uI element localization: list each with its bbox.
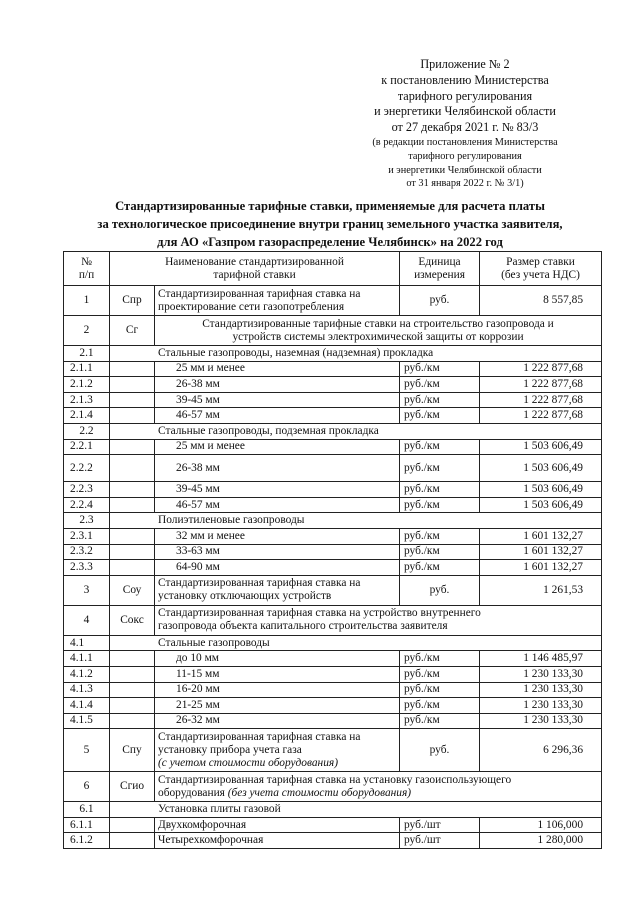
row-name: 32 мм и менее	[155, 528, 400, 544]
row-name: 11-15 мм	[155, 666, 400, 682]
row-num: 4.1.4	[64, 698, 110, 714]
row-rate: 1 503 606,49	[480, 455, 602, 482]
table-row	[64, 377, 602, 393]
header-note-line: от 31 января 2022 г. № 3/1)	[406, 178, 524, 190]
title-line: Стандартизированные тарифные ставки, применяемые для расчета платы	[115, 199, 545, 213]
row-num: 1	[64, 286, 110, 316]
row-name: Стандартизированная тарифная ставка на установку прибора учета газа (с учетом стоимости оборудования)	[155, 729, 400, 772]
table-row	[64, 635, 602, 651]
row-name: 16-20 мм	[155, 682, 400, 698]
row-code: Сгио	[110, 772, 155, 802]
row-unit: руб./км	[400, 439, 480, 455]
row-name: 26-32 мм	[155, 713, 400, 729]
row-name: Двухкомфорочная	[155, 817, 400, 833]
row-rate: 1 222 877,68	[480, 377, 602, 393]
row-unit: руб.	[400, 286, 480, 316]
row-num: 6.1.2	[64, 833, 110, 849]
row-unit: руб./шт	[400, 833, 480, 849]
row-unit: руб./км	[400, 392, 480, 408]
row-name: 46-57 мм	[155, 497, 400, 513]
row-num: 2.1.1	[64, 361, 110, 377]
tariff-table	[63, 251, 602, 849]
row-unit: руб./км	[400, 408, 480, 424]
row-rate: 1 601 132,27	[480, 544, 602, 560]
row-name: 26-38 мм	[155, 377, 400, 393]
row-rate: 1 261,53	[480, 575, 602, 605]
row-name: Стандартизированная тарифная ставка на установку отключающих устройств	[155, 575, 400, 605]
row-num: 2.3.3	[64, 560, 110, 576]
row-num: 2	[64, 316, 110, 346]
row-code: Сг	[110, 316, 155, 346]
table-row	[64, 698, 602, 714]
row-code: Соу	[110, 575, 155, 605]
table-row	[64, 772, 602, 802]
table-row	[64, 346, 602, 362]
row-unit: руб./км	[400, 528, 480, 544]
row-unit: руб./км	[400, 455, 480, 482]
table-row	[64, 528, 602, 544]
table-row	[64, 833, 602, 849]
table-row	[64, 392, 602, 408]
row-unit: руб./км	[400, 560, 480, 576]
table-row	[64, 544, 602, 560]
header-unit: Единица измерения	[400, 252, 480, 286]
row-unit: руб./км	[400, 698, 480, 714]
row-num: 2.1.4	[64, 408, 110, 424]
row-name: Стандартизированные тарифные ставки на строительство газопровода и устройств системы электрохимической защиты от коррозии	[155, 316, 602, 346]
table-row	[64, 497, 602, 513]
row-rate: 1 106,000	[480, 817, 602, 833]
row-unit: руб.	[400, 575, 480, 605]
row-rate: 1 503 606,49	[480, 439, 602, 455]
row-unit: руб./км	[400, 497, 480, 513]
row-unit: руб./км	[400, 377, 480, 393]
table-row	[64, 666, 602, 682]
row-rate: 1 601 132,27	[480, 528, 602, 544]
row-unit: руб.	[400, 729, 480, 772]
header-line: тарифного регулирования	[397, 88, 533, 103]
row-name: Установка плиты газовой	[110, 802, 602, 818]
row-num: 3	[64, 575, 110, 605]
row-num: 4.1.2	[64, 666, 110, 682]
header-line: от 27 декабря 2021 г. № 83/3	[391, 120, 539, 135]
row-name: 33-63 мм	[155, 544, 400, 560]
row-name: 25 мм и менее	[155, 361, 400, 377]
row-unit: руб./км	[400, 713, 480, 729]
row-num: 6.1	[64, 802, 110, 818]
table-row	[64, 513, 602, 529]
row-num: 6.1.1	[64, 817, 110, 833]
row-code: Спр	[110, 286, 155, 316]
table-row	[64, 560, 602, 576]
row-name: Стандартизированная тарифная ставка на устройство внутреннего газопровода объекта капитального строительства заявителя	[155, 605, 602, 635]
header-note-line: (в редакции постановления Министерства	[372, 136, 558, 148]
row-rate: 1 601 132,27	[480, 560, 602, 576]
header-note-line: и энергетики Челябинской области	[388, 164, 542, 176]
row-rate: 1 230 133,30	[480, 713, 602, 729]
row-num: 2.2.4	[64, 497, 110, 513]
header-line: к постановлению Министерства	[381, 72, 549, 87]
row-num: 2.1	[64, 346, 110, 362]
row-num: 2.2.2	[64, 455, 110, 482]
row-unit: руб./км	[400, 682, 480, 698]
table-row	[64, 408, 602, 424]
row-name: 39-45 мм	[155, 392, 400, 408]
row-rate: 1 280,000	[480, 833, 602, 849]
header-note-line: тарифного регулирования	[408, 150, 522, 162]
row-num: 2.3.2	[64, 544, 110, 560]
row-unit: руб./км	[400, 361, 480, 377]
title-line: для АО «Газпром газораспределение Челябинск» на 2022 год	[157, 235, 503, 249]
row-rate: 1 230 133,30	[480, 682, 602, 698]
row-rate: 1 230 133,30	[480, 698, 602, 714]
table-row	[64, 286, 602, 316]
row-num: 6	[64, 772, 110, 802]
title-line: за технологическое присоединение внутри границ земельного участка заявителя,	[97, 217, 563, 231]
row-rate: 1 503 606,49	[480, 482, 602, 498]
row-code: Сокс	[110, 605, 155, 635]
table-row	[64, 729, 602, 772]
row-name: Стальные газопроводы, наземная (надземная) прокладка	[110, 346, 602, 362]
row-name: 21-25 мм	[155, 698, 400, 714]
header-num: № п/п	[64, 252, 110, 286]
row-name: Стальные газопроводы	[110, 635, 602, 651]
table-row	[64, 316, 602, 346]
row-num: 2.2	[64, 423, 110, 439]
table-row	[64, 605, 602, 635]
row-rate: 8 557,85	[480, 286, 602, 316]
row-name: 64-90 мм	[155, 560, 400, 576]
row-unit: руб./км	[400, 544, 480, 560]
table-header-row	[64, 252, 602, 286]
row-rate: 1 146 485,97	[480, 651, 602, 667]
row-name: 46-57 мм	[155, 408, 400, 424]
table-row	[64, 482, 602, 498]
row-num: 2.3	[64, 513, 110, 529]
row-rate: 1 222 877,68	[480, 408, 602, 424]
row-unit: руб./км	[400, 482, 480, 498]
row-code: Спу	[110, 729, 155, 772]
row-num: 4.1.1	[64, 651, 110, 667]
row-rate: 1 230 133,30	[480, 666, 602, 682]
row-name: 39-45 мм	[155, 482, 400, 498]
row-name: Полиэтиленовые газопроводы	[110, 513, 602, 529]
row-rate: 6 296,36	[480, 729, 602, 772]
row-name: Стандартизированная тарифная ставка на проектирование сети газопотребления	[155, 286, 400, 316]
table-row	[64, 361, 602, 377]
header-rate: Размер ставки (без учета НДС)	[480, 252, 602, 286]
row-num: 2.3.1	[64, 528, 110, 544]
row-unit: руб./км	[400, 651, 480, 667]
table-row	[64, 802, 602, 818]
row-num: 4.1.5	[64, 713, 110, 729]
document-header	[340, 57, 590, 191]
row-unit: руб./км	[400, 666, 480, 682]
row-rate: 1 222 877,68	[480, 361, 602, 377]
header-line: Приложение № 2	[420, 57, 510, 71]
table-row	[64, 651, 602, 667]
row-name: 26-38 мм	[155, 455, 400, 482]
row-num: 4	[64, 605, 110, 635]
document-title	[60, 197, 600, 251]
row-rate: 1 503 606,49	[480, 497, 602, 513]
row-num: 4.1.3	[64, 682, 110, 698]
row-num: 5	[64, 729, 110, 772]
row-num: 2.1.2	[64, 377, 110, 393]
table-row	[64, 423, 602, 439]
row-name: Стальные газопроводы, подземная прокладка	[110, 423, 602, 439]
row-num: 2.1.3	[64, 392, 110, 408]
row-name: до 10 мм	[155, 651, 400, 667]
header-name: Наименование стандартизированной тарифной ставки	[110, 252, 400, 286]
table-row	[64, 439, 602, 455]
row-rate: 1 222 877,68	[480, 392, 602, 408]
row-name: Стандартизированная тарифная ставка на установку газоиспользующего оборудования (без учета стоимости оборудования)	[155, 772, 602, 802]
row-name: Четырехкомфорочная	[155, 833, 400, 849]
row-unit: руб./шт	[400, 817, 480, 833]
row-num: 2.2.1	[64, 439, 110, 455]
header-line: и энергетики Челябинской области	[374, 104, 556, 119]
table-row	[64, 455, 602, 482]
table-row	[64, 817, 602, 833]
row-name: 25 мм и менее	[155, 439, 400, 455]
row-num: 4.1	[64, 635, 110, 651]
row-num: 2.2.3	[64, 482, 110, 498]
table-row	[64, 575, 602, 605]
table-row	[64, 682, 602, 698]
table-row	[64, 713, 602, 729]
